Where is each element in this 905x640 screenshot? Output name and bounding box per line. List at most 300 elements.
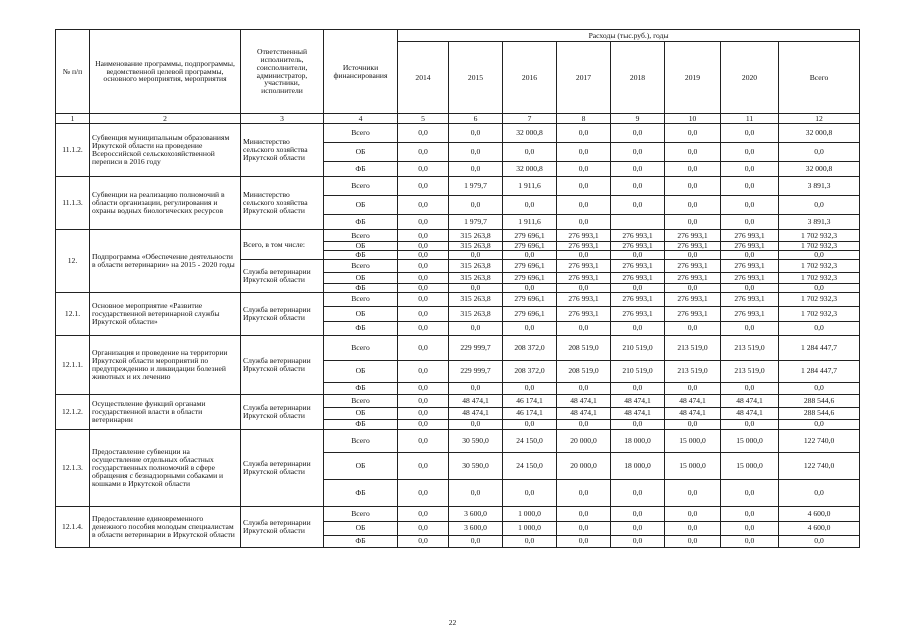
cell-value: 315 263,8: [449, 292, 503, 306]
cell-value: 32 000,8: [503, 162, 557, 177]
cell-value: 0,0: [721, 162, 779, 177]
cell-value: 48 474,1: [665, 394, 721, 407]
row-name: Субвенции на реализацию полномочий в области организации, регулирования и охраны водных биологических ресурсов: [90, 177, 241, 230]
cell-value: 276 993,1: [721, 230, 779, 242]
cell-value: 0,0: [557, 382, 611, 394]
column-number: 6: [449, 114, 503, 124]
cell-value: 0,0: [398, 394, 449, 407]
cell-value: 276 993,1: [611, 259, 665, 272]
cell-value: 276 993,1: [611, 242, 665, 251]
header-year-2017: 2017: [557, 42, 611, 114]
cell-value: 0,0: [721, 479, 779, 506]
cell-value: 0,0: [398, 283, 449, 292]
row-source: ОБ: [324, 452, 398, 479]
cell-value: 0,0: [398, 419, 449, 429]
cell-value: 0,0: [721, 177, 779, 196]
cell-value: 0,0: [665, 506, 721, 521]
row-source: ОБ: [324, 407, 398, 419]
cell-value: 15 000,0: [665, 429, 721, 452]
cell-value: 210 519,0: [611, 360, 665, 382]
cell-value: 276 993,1: [557, 306, 611, 321]
cell-value: 0,0: [449, 143, 503, 162]
cell-value: 0,0: [449, 162, 503, 177]
cell-total: 1 702 932,3: [779, 259, 860, 272]
cell-value: 48 474,1: [449, 394, 503, 407]
row-executor: Служба ветеринарии Иркутской области: [241, 506, 324, 547]
cell-value: 48 474,1: [557, 407, 611, 419]
cell-value: 315 263,8: [449, 242, 503, 251]
row-source: Всего: [324, 292, 398, 306]
cell-value: 0,0: [398, 251, 449, 260]
cell-total: 288 544,6: [779, 394, 860, 407]
cell-value: 0,0: [721, 124, 779, 143]
cell-value: 46 174,1: [503, 407, 557, 419]
cell-value: 0,0: [665, 283, 721, 292]
cell-value: 0,0: [449, 321, 503, 335]
row-name: Субвенция муниципальным образованиям Иркутской области на проведение Всероссийской сельскохозяйственной переписи в 2016 году: [90, 124, 241, 177]
cell-total: 0,0: [779, 251, 860, 260]
row-name: Подпрограмма «Обеспечение деятельности в области ветеринарии» на 2015 - 2020 годы: [90, 230, 241, 293]
row-executor: Служба ветеринарии Иркутской области: [241, 292, 324, 335]
page-number: 22: [448, 618, 457, 627]
cell-total: 1 284 447,7: [779, 360, 860, 382]
row-source: ОБ: [324, 360, 398, 382]
cell-value: 0,0: [721, 321, 779, 335]
header-year-2020: 2020: [721, 42, 779, 114]
cell-value: 0,0: [557, 215, 611, 230]
row-code: 11.1.2.: [56, 124, 90, 177]
cell-value: 0,0: [611, 479, 665, 506]
cell-value: 0,0: [398, 335, 449, 360]
column-number: 1: [56, 114, 90, 124]
header-year-2014: 2014: [398, 42, 449, 114]
cell-value: 0,0: [398, 452, 449, 479]
cell-total: 0,0: [779, 196, 860, 215]
column-number: 4: [324, 114, 398, 124]
header-source: Источники финансирования: [324, 30, 398, 114]
column-number: 11: [721, 114, 779, 124]
row-source: ФБ: [324, 535, 398, 547]
row-source: ФБ: [324, 321, 398, 335]
cell-value: 276 993,1: [665, 292, 721, 306]
cell-value: 0,0: [503, 196, 557, 215]
row-executor: Министерство сельского хозяйства Иркутской области: [241, 177, 324, 230]
cell-value: 276 993,1: [721, 272, 779, 283]
cell-value: 24 150,0: [503, 429, 557, 452]
row-code: 12.1.4.: [56, 506, 90, 547]
row-code: 12.1.2.: [56, 394, 90, 429]
row-name: Предоставление единовременного денежного пособия молодым специалистам в области ветеринарии в Иркутской области: [90, 506, 241, 547]
cell-value: 0,0: [611, 283, 665, 292]
cell-value: 279 696,1: [503, 230, 557, 242]
cell-value: 0,0: [611, 382, 665, 394]
cell-value: 18 000,0: [611, 452, 665, 479]
column-number: 2: [90, 114, 241, 124]
cell-value: 208 372,0: [503, 360, 557, 382]
cell-value: 276 993,1: [665, 242, 721, 251]
cell-value: 0,0: [503, 143, 557, 162]
table-row: [56, 506, 860, 521]
cell-value: 276 993,1: [557, 230, 611, 242]
cell-value: 0,0: [665, 124, 721, 143]
row-name: Осуществление функций органами государственной власти в области ветеринарии: [90, 394, 241, 429]
cell-value: 0,0: [557, 535, 611, 547]
row-executor: Служба ветеринарии Иркутской области: [241, 429, 324, 506]
cell-value: 48 474,1: [721, 407, 779, 419]
row-source: ОБ: [324, 242, 398, 251]
cell-value: 0,0: [721, 419, 779, 429]
cell-value: 1 000,0: [503, 506, 557, 521]
cell-value: 0,0: [721, 196, 779, 215]
cell-total: 288 544,6: [779, 407, 860, 419]
row-source: Всего: [324, 506, 398, 521]
header-year-2018: 2018: [611, 42, 665, 114]
table-row: [56, 394, 860, 407]
cell-value: 48 474,1: [665, 407, 721, 419]
cell-value: 276 993,1: [721, 292, 779, 306]
cell-value: 0,0: [665, 382, 721, 394]
cell-value: 0,0: [398, 306, 449, 321]
cell-value: 0,0: [503, 479, 557, 506]
row-source: ОБ: [324, 143, 398, 162]
cell-total: 0,0: [779, 321, 860, 335]
header-executor: Ответственный исполнитель, соисполнители, администратор, участники, исполнители: [241, 30, 324, 114]
cell-value: 0,0: [665, 479, 721, 506]
cell-value: 276 993,1: [611, 306, 665, 321]
cell-value: 0,0: [611, 321, 665, 335]
row-executor: Министерство сельского хозяйства Иркутской области: [241, 124, 324, 177]
row-source: Всего: [324, 124, 398, 143]
cell-value: 0,0: [398, 242, 449, 251]
cell-total: 4 600,0: [779, 506, 860, 521]
table-row: [56, 429, 860, 452]
table-row: [56, 177, 860, 196]
cell-total: 0,0: [779, 479, 860, 506]
cell-value: 0,0: [449, 283, 503, 292]
cell-value: 0,0: [503, 419, 557, 429]
cell-value: 0,0: [721, 521, 779, 535]
cell-value: 276 993,1: [665, 272, 721, 283]
cell-value: 0,0: [611, 162, 665, 177]
table-row: [56, 230, 860, 242]
row-executor: Служба ветеринарии Иркутской области: [241, 394, 324, 429]
cell-value: 0,0: [611, 251, 665, 260]
cell-value: 48 474,1: [611, 407, 665, 419]
row-source: ФБ: [324, 215, 398, 230]
header-num: № п/п: [56, 30, 90, 114]
row-executor: Служба ветеринарии Иркутской области: [241, 259, 324, 292]
cell-total: 1 702 932,3: [779, 230, 860, 242]
cell-value: 0,0: [557, 143, 611, 162]
cell-value: 276 993,1: [611, 292, 665, 306]
cell-total: 3 891,3: [779, 215, 860, 230]
cell-value: 0,0: [557, 479, 611, 506]
cell-value: 0,0: [398, 292, 449, 306]
cell-value: 0,0: [398, 321, 449, 335]
cell-value: 48 474,1: [611, 394, 665, 407]
cell-value: 0,0: [557, 177, 611, 196]
cell-value: 24 150,0: [503, 452, 557, 479]
cell-value: 0,0: [665, 535, 721, 547]
column-number: 9: [611, 114, 665, 124]
header-year-2016: 2016: [503, 42, 557, 114]
cell-value: 0,0: [665, 162, 721, 177]
cell-value: 1 911,6: [503, 215, 557, 230]
cell-value: 0,0: [611, 521, 665, 535]
row-source: Всего: [324, 429, 398, 452]
cell-total: 0,0: [779, 535, 860, 547]
row-source: ФБ: [324, 479, 398, 506]
cell-value: 213 519,0: [721, 360, 779, 382]
cell-value: 208 519,0: [557, 360, 611, 382]
cell-value: 0,0: [398, 230, 449, 242]
header-total: Всего: [779, 42, 860, 114]
cell-value: 0,0: [503, 283, 557, 292]
cell-value: 0,0: [557, 251, 611, 260]
cell-value: 315 263,8: [449, 259, 503, 272]
row-source: Всего: [324, 177, 398, 196]
cell-value: 0,0: [611, 143, 665, 162]
row-source: Всего: [324, 335, 398, 360]
row-code: 11.1.3.: [56, 177, 90, 230]
cell-total: 0,0: [779, 419, 860, 429]
cell-value: 15 000,0: [721, 429, 779, 452]
cell-value: 315 263,8: [449, 230, 503, 242]
cell-value: 0,0: [721, 215, 779, 230]
cell-value: 0,0: [611, 506, 665, 521]
column-number: 12: [779, 114, 860, 124]
row-source: ФБ: [324, 162, 398, 177]
cell-value: 0,0: [398, 407, 449, 419]
cell-value: 0,0: [721, 506, 779, 521]
row-source: ОБ: [324, 521, 398, 535]
cell-value: 0,0: [398, 272, 449, 283]
cell-value: 276 993,1: [611, 230, 665, 242]
row-executor: Всего, в том числе:: [241, 230, 324, 260]
cell-value: 0,0: [398, 177, 449, 196]
cell-value: 0,0: [398, 196, 449, 215]
cell-total: 32 000,8: [779, 162, 860, 177]
cell-value: 0,0: [665, 419, 721, 429]
cell-value: 3 600,0: [449, 506, 503, 521]
cell-value: 1 979,7: [449, 177, 503, 196]
cell-value: 279 696,1: [503, 259, 557, 272]
cell-value: 213 519,0: [721, 335, 779, 360]
cell-value: 0,0: [449, 479, 503, 506]
row-code: 12.1.1.: [56, 335, 90, 394]
cell-value: 20 000,0: [557, 452, 611, 479]
cell-value: 0,0: [398, 259, 449, 272]
cell-value: 0,0: [611, 196, 665, 215]
column-number: 7: [503, 114, 557, 124]
cell-value: 30 590,0: [449, 429, 503, 452]
row-source: ОБ: [324, 272, 398, 283]
cell-value: 0,0: [611, 535, 665, 547]
row-source: Всего: [324, 230, 398, 242]
header-spend: Расходы (тыс.руб.), годы: [398, 30, 860, 42]
cell-value: 279 696,1: [503, 272, 557, 283]
cell-value: 1 911,6: [503, 177, 557, 196]
cell-value: 0,0: [503, 382, 557, 394]
cell-value: 0,0: [449, 419, 503, 429]
cell-value: 0,0: [503, 535, 557, 547]
row-source: ОБ: [324, 306, 398, 321]
cell-value: 0,0: [398, 124, 449, 143]
cell-total: 0,0: [779, 283, 860, 292]
cell-value: 276 993,1: [557, 292, 611, 306]
cell-value: [611, 215, 665, 230]
cell-value: 0,0: [449, 196, 503, 215]
cell-value: 276 993,1: [665, 306, 721, 321]
row-source: ФБ: [324, 251, 398, 260]
cell-value: 0,0: [398, 429, 449, 452]
cell-total: 4 600,0: [779, 521, 860, 535]
row-name: Основное мероприятие «Развитие государственной ветеринарной службы Иркутской области»: [90, 292, 241, 335]
cell-value: 0,0: [557, 162, 611, 177]
row-source: ФБ: [324, 283, 398, 292]
cell-value: 229 999,7: [449, 360, 503, 382]
cell-total: 1 702 932,3: [779, 292, 860, 306]
cell-value: 48 474,1: [557, 394, 611, 407]
cell-value: 279 696,1: [503, 242, 557, 251]
cell-value: 0,0: [449, 382, 503, 394]
row-source: ФБ: [324, 382, 398, 394]
cell-value: 0,0: [665, 196, 721, 215]
cell-value: 276 993,1: [557, 242, 611, 251]
cell-value: 0,0: [665, 251, 721, 260]
cell-value: 0,0: [398, 479, 449, 506]
cell-value: 0,0: [721, 283, 779, 292]
cell-value: 0,0: [503, 321, 557, 335]
cell-value: 276 993,1: [665, 230, 721, 242]
cell-value: 279 696,1: [503, 292, 557, 306]
header-year-2015: 2015: [449, 42, 503, 114]
cell-value: 48 474,1: [721, 394, 779, 407]
cell-total: 0,0: [779, 382, 860, 394]
cell-value: 315 263,8: [449, 306, 503, 321]
cell-value: 0,0: [398, 143, 449, 162]
cell-value: 46 174,1: [503, 394, 557, 407]
row-source: ОБ: [324, 196, 398, 215]
cell-value: 208 372,0: [503, 335, 557, 360]
cell-value: 0,0: [611, 419, 665, 429]
cell-value: 1 000,0: [503, 521, 557, 535]
cell-value: 279 696,1: [503, 306, 557, 321]
cell-value: 0,0: [611, 124, 665, 143]
row-executor: Служба ветеринарии Иркутской области: [241, 335, 324, 394]
cell-value: 32 000,8: [503, 124, 557, 143]
cell-value: 0,0: [721, 382, 779, 394]
cell-value: 0,0: [557, 196, 611, 215]
cell-value: 0,0: [665, 177, 721, 196]
cell-value: 0,0: [557, 419, 611, 429]
cell-value: 0,0: [398, 360, 449, 382]
row-name: Предоставление субвенции на осуществление отдельных областных государственных полномочий в сфере обращения с безнадзорными собаками и кошками в Иркутской области: [90, 429, 241, 506]
cell-value: 3 600,0: [449, 521, 503, 535]
cell-value: 276 993,1: [721, 306, 779, 321]
cell-value: 0,0: [557, 283, 611, 292]
cell-value: 0,0: [721, 251, 779, 260]
cell-value: 315 263,8: [449, 272, 503, 283]
cell-value: 30 590,0: [449, 452, 503, 479]
cell-value: 48 474,1: [449, 407, 503, 419]
row-source: Всего: [324, 394, 398, 407]
cell-value: 276 993,1: [721, 259, 779, 272]
cell-value: 213 519,0: [665, 360, 721, 382]
cell-value: 229 999,7: [449, 335, 503, 360]
cell-value: 1 979,7: [449, 215, 503, 230]
cell-value: 0,0: [665, 321, 721, 335]
cell-total: 3 891,3: [779, 177, 860, 196]
cell-value: 0,0: [665, 521, 721, 535]
cell-value: 0,0: [398, 162, 449, 177]
cell-total: 32 000,8: [779, 124, 860, 143]
cell-value: 276 993,1: [557, 272, 611, 283]
cell-value: 0,0: [721, 535, 779, 547]
cell-value: 208 519,0: [557, 335, 611, 360]
column-number: 10: [665, 114, 721, 124]
cell-value: 0,0: [665, 215, 721, 230]
cell-value: 276 993,1: [665, 259, 721, 272]
cell-value: 0,0: [449, 251, 503, 260]
row-code: 12.: [56, 230, 90, 293]
cell-total: 1 702 932,3: [779, 272, 860, 283]
row-code: 12.1.: [56, 292, 90, 335]
cell-value: 20 000,0: [557, 429, 611, 452]
cell-value: 0,0: [611, 177, 665, 196]
header-name: Наименование программы, подпрограммы, ведомственной целевой программы, основного мероприятия, мероприятия: [90, 30, 241, 114]
column-number: 8: [557, 114, 611, 124]
cell-total: 1 702 932,3: [779, 306, 860, 321]
cell-total: 1 702 932,3: [779, 242, 860, 251]
column-number: 3: [241, 114, 324, 124]
header-year-2019: 2019: [665, 42, 721, 114]
table-row: [56, 335, 860, 360]
cell-value: 0,0: [557, 521, 611, 535]
cell-value: 15 000,0: [665, 452, 721, 479]
cell-value: 276 993,1: [611, 272, 665, 283]
cell-value: 276 993,1: [557, 259, 611, 272]
cell-value: 0,0: [557, 506, 611, 521]
cell-value: 0,0: [557, 321, 611, 335]
budget-table: [55, 29, 860, 548]
cell-total: 122 740,0: [779, 452, 860, 479]
cell-value: 276 993,1: [721, 242, 779, 251]
cell-value: 0,0: [449, 535, 503, 547]
cell-value: 0,0: [398, 382, 449, 394]
cell-total: 1 284 447,7: [779, 335, 860, 360]
row-code: 12.1.3.: [56, 429, 90, 506]
column-number: 5: [398, 114, 449, 124]
cell-total: 0,0: [779, 143, 860, 162]
cell-value: 0,0: [398, 215, 449, 230]
cell-value: 210 519,0: [611, 335, 665, 360]
cell-total: 122 740,0: [779, 429, 860, 452]
cell-value: 0,0: [398, 521, 449, 535]
row-source: ФБ: [324, 419, 398, 429]
cell-value: 213 519,0: [665, 335, 721, 360]
cell-value: 0,0: [557, 124, 611, 143]
table-row: [56, 124, 860, 143]
row-source: Всего: [324, 259, 398, 272]
cell-value: 0,0: [398, 506, 449, 521]
row-name: Организация и проведение на территории Иркутской области мероприятий по предупреждению и ликвидации болезней животных и их лечению: [90, 335, 241, 394]
cell-value: 15 000,0: [721, 452, 779, 479]
cell-value: 0,0: [721, 143, 779, 162]
table-row: [56, 292, 860, 306]
cell-value: 0,0: [398, 535, 449, 547]
cell-value: 0,0: [449, 124, 503, 143]
